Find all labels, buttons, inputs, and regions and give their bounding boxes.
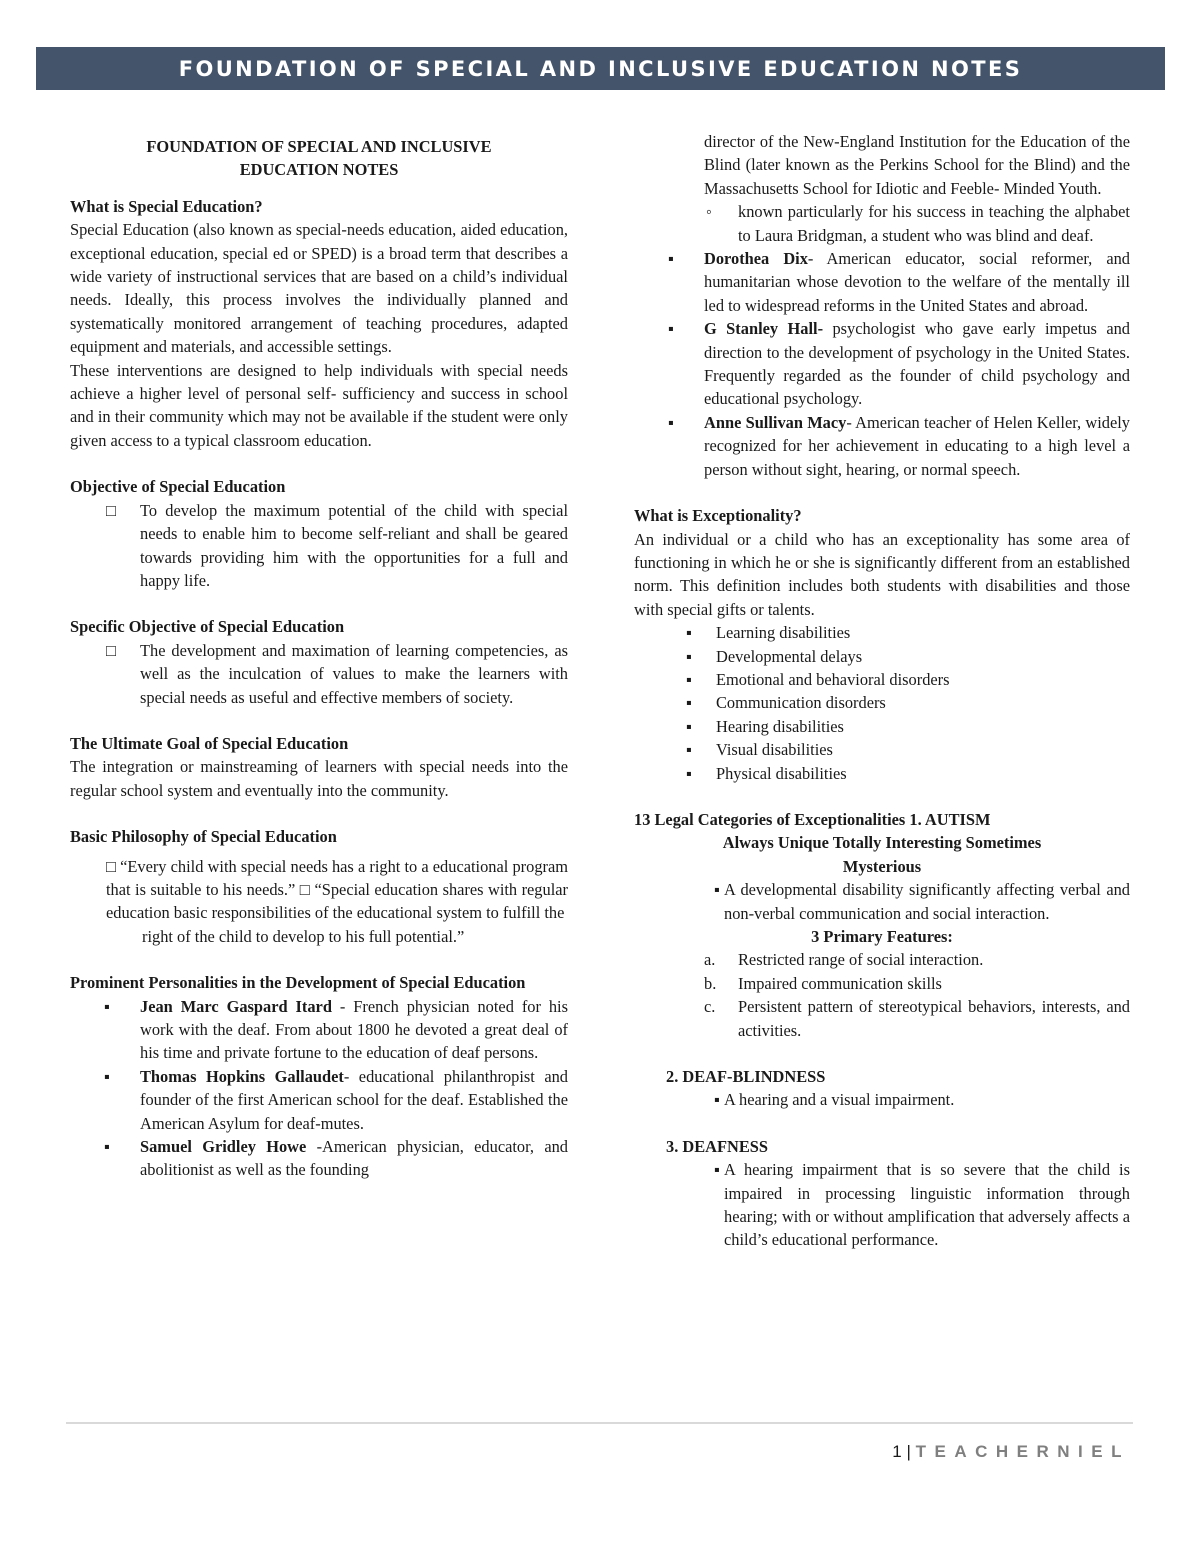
checkbox-bullet-icon: □ <box>299 879 310 899</box>
heading-deaf-blindness: 2. DEAF-BLINDNESS <box>666 1067 826 1087</box>
autism-definition: ▪ A developmental disability significantly affecting verbal and non-verbal communication and social interaction. <box>714 878 1130 925</box>
bullet-icon: ▪ <box>686 669 692 689</box>
paragraph-interventions: These interventions are designed to help individuals with special needs achieve a higher level of personal self- sufficiency and success in school and in their community which may not be available if the student were only given access to a typical classroom education. <box>70 360 568 450</box>
bullet-icon: ▪ <box>104 996 110 1016</box>
footer-separator: | <box>901 1442 916 1461</box>
circle-bullet-icon: ◦ <box>706 202 712 222</box>
bullet-icon: ▪ <box>104 1137 110 1157</box>
bullet-icon: ▪ <box>104 1066 110 1086</box>
bullet-icon: ▪ <box>668 249 674 269</box>
left-column <box>70 130 568 1182</box>
list-item: ▪ Physical disabilities <box>686 762 1130 785</box>
right-column <box>634 130 1130 1252</box>
checkbox-bullet-icon: □ <box>106 640 116 660</box>
person-itard: ▪ Jean Marc Gaspard Itard - French physician noted for his work with the deaf. From about 1800 he devoted a great deal of his time and private fortune to the education of deaf persons. <box>70 995 568 1065</box>
heading-basic-philosophy: Basic Philosophy of Special Education <box>70 827 337 847</box>
bullet-icon: ▪ <box>714 880 720 900</box>
exceptionality-list <box>634 621 1130 785</box>
objective-item: □ To develop the maximum potential of the child with special needs to enable him to become self-reliant and shall be geared towards providing him with the opportunities for a full and happy life. <box>106 499 568 593</box>
philosophy-block: □ “Every child with special needs has a right to a educational program that is suitable to his needs.” □ “Special education shares with regular education basic responsibilities of the educational system to fulfill the right of the child to develop to his full potential.” <box>106 856 568 946</box>
footer-divider <box>66 1422 1133 1424</box>
bullet-icon: ▪ <box>686 646 692 666</box>
autism-acronym: Always Unique Totally Interesting Sometimes Mysterious <box>722 833 1042 876</box>
heading-objective: Objective of Special Education <box>70 477 286 497</box>
person-dix: ▪ Dorothea Dix- American educator, social reformer, and humanitarian whose devotion to the welfare of the mentally ill led to widespread reforms in the United States and abroad. <box>634 247 1130 317</box>
bullet-icon: ▪ <box>686 763 692 783</box>
howe-sub-point: ◦ known particularly for his success in teaching the alphabet to Laura Bridgman, a student who was blind and deaf. <box>706 200 1130 247</box>
list-item: ▪ Emotional and behavioral disorders <box>686 668 1130 691</box>
heading-specific-objective: Specific Objective of Special Education <box>70 617 345 637</box>
bullet-icon: ▪ <box>668 412 674 432</box>
heading-what-is-special-education: What is Special Education? <box>70 196 263 216</box>
howe-continued: director of the New-England Institution for the Education of the Blind (later known as the Perkins School for the Blind) and the Massachusetts School for Idiotic and Feeble- Minded Youth. <box>704 132 1130 198</box>
heading-legal-categories: 13 Legal Categories of Exceptionalities 1. AUTISM <box>634 809 991 829</box>
paragraph-exceptionality: An individual or a child who has an exceptionality has some area of functioning in which he or she is significantly different from an established norm. This definition includes both students with disabilities and those with special gifts or talents. <box>634 529 1130 619</box>
bullet-icon: ▪ <box>686 716 692 736</box>
person-gallaudet: ▪ Thomas Hopkins Gallaudet- educational philanthropist and founder of the first American school for the deaf. Established the American Asylum for deaf-mutes. <box>70 1065 568 1135</box>
list-item: b. Impaired communication skills <box>704 973 942 993</box>
list-item: c. Persistent pattern of stereotypical behaviors, interests, and activities. <box>704 997 1130 1040</box>
heading-deafness: 3. DEAFNESS <box>666 1136 769 1156</box>
heading-primary-features: 3 Primary Features: <box>811 927 953 946</box>
page-footer <box>892 1442 1130 1462</box>
list-item: ▪ Communication disorders <box>686 691 1130 714</box>
page-header-banner: FOUNDATION OF SPECIAL AND INCLUSIVE EDUCATION NOTES <box>36 47 1165 90</box>
list-item: a. Restricted range of social interaction. <box>704 950 984 970</box>
heading-exceptionality: What is Exceptionality? <box>634 506 802 526</box>
person-macy: ▪ Anne Sullivan Macy- American teacher of Helen Keller, widely recognized for her achievement in educating to a high level a person without sight, hearing, or normal speech. <box>634 411 1130 481</box>
heading-ultimate-goal: The Ultimate Goal of Special Education <box>70 733 349 753</box>
page-number: 1 <box>892 1442 902 1461</box>
person-howe: ▪ Samuel Gridley Howe -American physician, educator, and abolitionist as well as the founding <box>70 1135 568 1182</box>
footer-brand: TEACHERNIEL <box>915 1442 1130 1461</box>
deaf-blindness-definition: ▪ A hearing and a visual impairment. <box>714 1088 1130 1111</box>
features-list <box>634 948 1130 1042</box>
paragraph-definition: Special Education (also known as special-needs education, aided education, exceptional education, special ed or SPED) is a broad term that describes a wide variety of instructional services that are based on a child’s individual needs. Ideally, this process involves the individually planned and systematically monitored arrangement of teaching procedures, adapted equipment and materials, and accessible settings. <box>70 220 568 357</box>
paragraph-ultimate-goal: The integration or mainstreaming of learners with special needs into the regular school system and eventually into the community. <box>70 757 568 800</box>
bullet-icon: ▪ <box>686 740 692 760</box>
list-item: ▪ Learning disabilities <box>686 621 1130 644</box>
bullet-icon: ▪ <box>686 693 692 713</box>
document-title: FOUNDATION OF SPECIAL AND INCLUSIVE EDUCATION NOTES <box>146 137 492 180</box>
list-item: ▪ Hearing disabilities <box>686 715 1130 738</box>
bullet-icon: ▪ <box>714 1160 720 1180</box>
bullet-icon: ▪ <box>686 623 692 643</box>
list-item: ▪ Visual disabilities <box>686 738 1130 761</box>
bullet-icon: ▪ <box>668 319 674 339</box>
checkbox-bullet-icon: □ <box>106 856 121 876</box>
heading-prominent-personalities: Prominent Personalities in the Development of Special Education <box>70 973 526 993</box>
person-hall: ▪ G Stanley Hall- psychologist who gave early impetus and direction to the development of psychology in the United States. Frequently regarded as the founder of child psychology and educational psychology. <box>634 317 1130 411</box>
deafness-definition: ▪ A hearing impairment that is so severe that the child is impaired in processing linguistic information through hearing; with or without amplification that adversely affects a child’s educational performance. <box>714 1158 1130 1252</box>
checkbox-bullet-icon: □ <box>106 500 116 520</box>
specific-objective-item: □ The development and maximation of learning competencies, as well as the inculcation of values to make the learners with special needs as useful and effective members of society. <box>106 639 568 709</box>
list-item: ▪ Developmental delays <box>686 645 1130 668</box>
bullet-icon: ▪ <box>714 1090 720 1110</box>
